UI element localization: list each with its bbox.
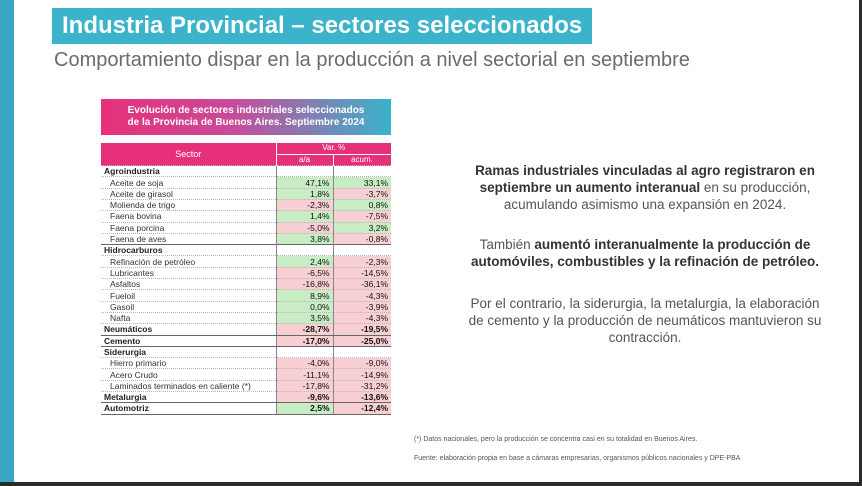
table-row [101,177,391,188]
commentary-p2-bold: aumentó interanualmente la producción de automóviles, combustibles y la refinación de petróleo. [470,237,820,269]
table-row [101,392,391,403]
sector-label: Faena de aves [101,233,276,244]
table-row [101,335,391,346]
var-acum-value: -3,7% [333,188,391,199]
var-acum-value: -36,1% [333,279,391,290]
sector-label: Nafta [101,312,276,323]
sector-label: Siderurgia [101,346,276,357]
var-aa-value: 8,9% [276,290,333,301]
commentary-p1-rest: en su producción, acumulando asimismo una expansión en 2024. [503,180,811,212]
sector-label: Aceite de girasol [101,188,276,199]
sector-label: Refinación de petróleo [101,256,276,267]
var-acum-value: -7,5% [333,211,391,222]
left-accent-bar [0,0,14,486]
sector-label: Cemento [101,335,276,346]
var-aa-value [276,166,333,177]
var-acum-value [333,166,391,177]
col-header-sector: Sector [101,143,276,166]
var-aa-value: 2,5% [276,403,333,414]
var-aa-value: 3,8% [276,233,333,244]
var-aa-value: 1,4% [276,211,333,222]
var-aa-value: -2,3% [276,199,333,210]
var-aa-value: -16,8% [276,279,333,290]
table-row [101,211,391,222]
sector-label: Faena porcina [101,222,276,233]
table-row [101,290,391,301]
commentary-paragraph-1 [465,162,825,213]
var-acum-value [333,245,391,256]
sector-label: Metalurgia [101,392,276,403]
commentary-paragraph-2 [465,236,825,270]
table-row [101,358,391,369]
table-row [101,245,391,256]
page-title: Industria Provincial – sectores seleccionados [52,8,592,44]
sector-label: Laminados terminados en caliente (*) [101,380,276,391]
var-aa-value [276,245,333,256]
col-header-acum: acum. [333,154,391,165]
table-row [101,188,391,199]
table-row [101,199,391,210]
sector-label: Neumáticos [101,324,276,335]
sector-label: Faena bovina [101,211,276,222]
table-row [101,166,391,177]
var-aa-value: -6,5% [276,267,333,278]
var-aa-value: 0,0% [276,301,333,312]
var-acum-value: 0,8% [333,199,391,210]
var-aa-value: -9,6% [276,392,333,403]
var-aa-value: 47,1% [276,177,333,188]
var-acum-value: -13,6% [333,392,391,403]
sector-label: Aceite de soja [101,177,276,188]
table-row [101,369,391,380]
var-aa-value: 3,5% [276,312,333,323]
table-row [101,267,391,278]
var-acum-value: 3,2% [333,222,391,233]
var-aa-value: -17,0% [276,335,333,346]
table-row [101,301,391,312]
bottom-edge [0,482,862,486]
sector-label: Hidrocarburos [101,245,276,256]
var-acum-value: -14,5% [333,267,391,278]
footnote-source: Fuente: elaboración propia en base a cámaras empresarias, organismos públicos nacionales y DPE-PBA [414,455,741,462]
var-aa-value: -17,8% [276,380,333,391]
table-caption-line1: Evolución de sectores industriales seleccionados [127,105,365,116]
table-row [101,233,391,244]
var-acum-value: -0,8% [333,233,391,244]
var-aa-value: -5,0% [276,222,333,233]
var-aa-value: -11,1% [276,369,333,380]
sector-table [101,143,392,415]
table-caption-line2: de la Provincia de Buenos Aires. Septiembre 2024 [127,117,365,128]
var-acum-value: -4,3% [333,290,391,301]
sector-label: Gasoil [101,301,276,312]
sector-label: Automotriz [101,403,276,414]
var-acum-value: 33,1% [333,177,391,188]
table-row [101,380,391,391]
var-acum-value: -31,2% [333,380,391,391]
table-row [101,346,391,357]
table-row [101,312,391,323]
var-aa-value: -4,0% [276,358,333,369]
col-header-aa: a/a [276,154,333,165]
commentary-p1-bold: Ramas industriales vinculadas al agro registraron en septiembre un aumento interanual [475,163,815,195]
var-acum-value: -19,5% [333,324,391,335]
sector-label: Acero Crudo [101,369,276,380]
sector-label: Hierro primario [101,358,276,369]
sector-label: Agroindustria [101,166,276,177]
var-aa-value: -28,7% [276,324,333,335]
footnote-note: (*) Datos nacionales, pero la producción se concentra casi en su totalidad en Buenos Aires. [414,436,698,443]
var-acum-value: -2,3% [333,256,391,267]
commentary-paragraph-3: Por el contrario, la siderurgia, la metalurgia, la elaboración de cemento y la producción de neumáticos mantuvieron su contracción. [468,296,822,345]
var-aa-value: 2,4% [276,256,333,267]
commentary-p2-start: También [479,237,535,252]
col-header-var: Var. % [276,143,391,154]
sector-label: Molienda de trigo [101,199,276,210]
var-acum-value: -25,0% [333,335,391,346]
var-acum-value: -9,0% [333,358,391,369]
sector-label: Lubricantes [101,267,276,278]
var-acum-value: -3,9% [333,301,391,312]
var-acum-value: -14,9% [333,369,391,380]
var-aa-value: 1,8% [276,188,333,199]
var-acum-value: -4,3% [333,312,391,323]
page-subtitle: Comportamiento dispar en la producción a nivel sectorial en septiembre [54,49,690,71]
table-row [101,279,391,290]
table-caption [101,99,391,135]
table-row [101,222,391,233]
var-acum-value: -12,4% [333,403,391,414]
var-aa-value [276,346,333,357]
var-acum-value [333,346,391,357]
sector-label: Fueloil [101,290,276,301]
table-row [101,324,391,335]
table-row [101,256,391,267]
table-row [101,403,391,414]
sector-label: Asfaltos [101,279,276,290]
